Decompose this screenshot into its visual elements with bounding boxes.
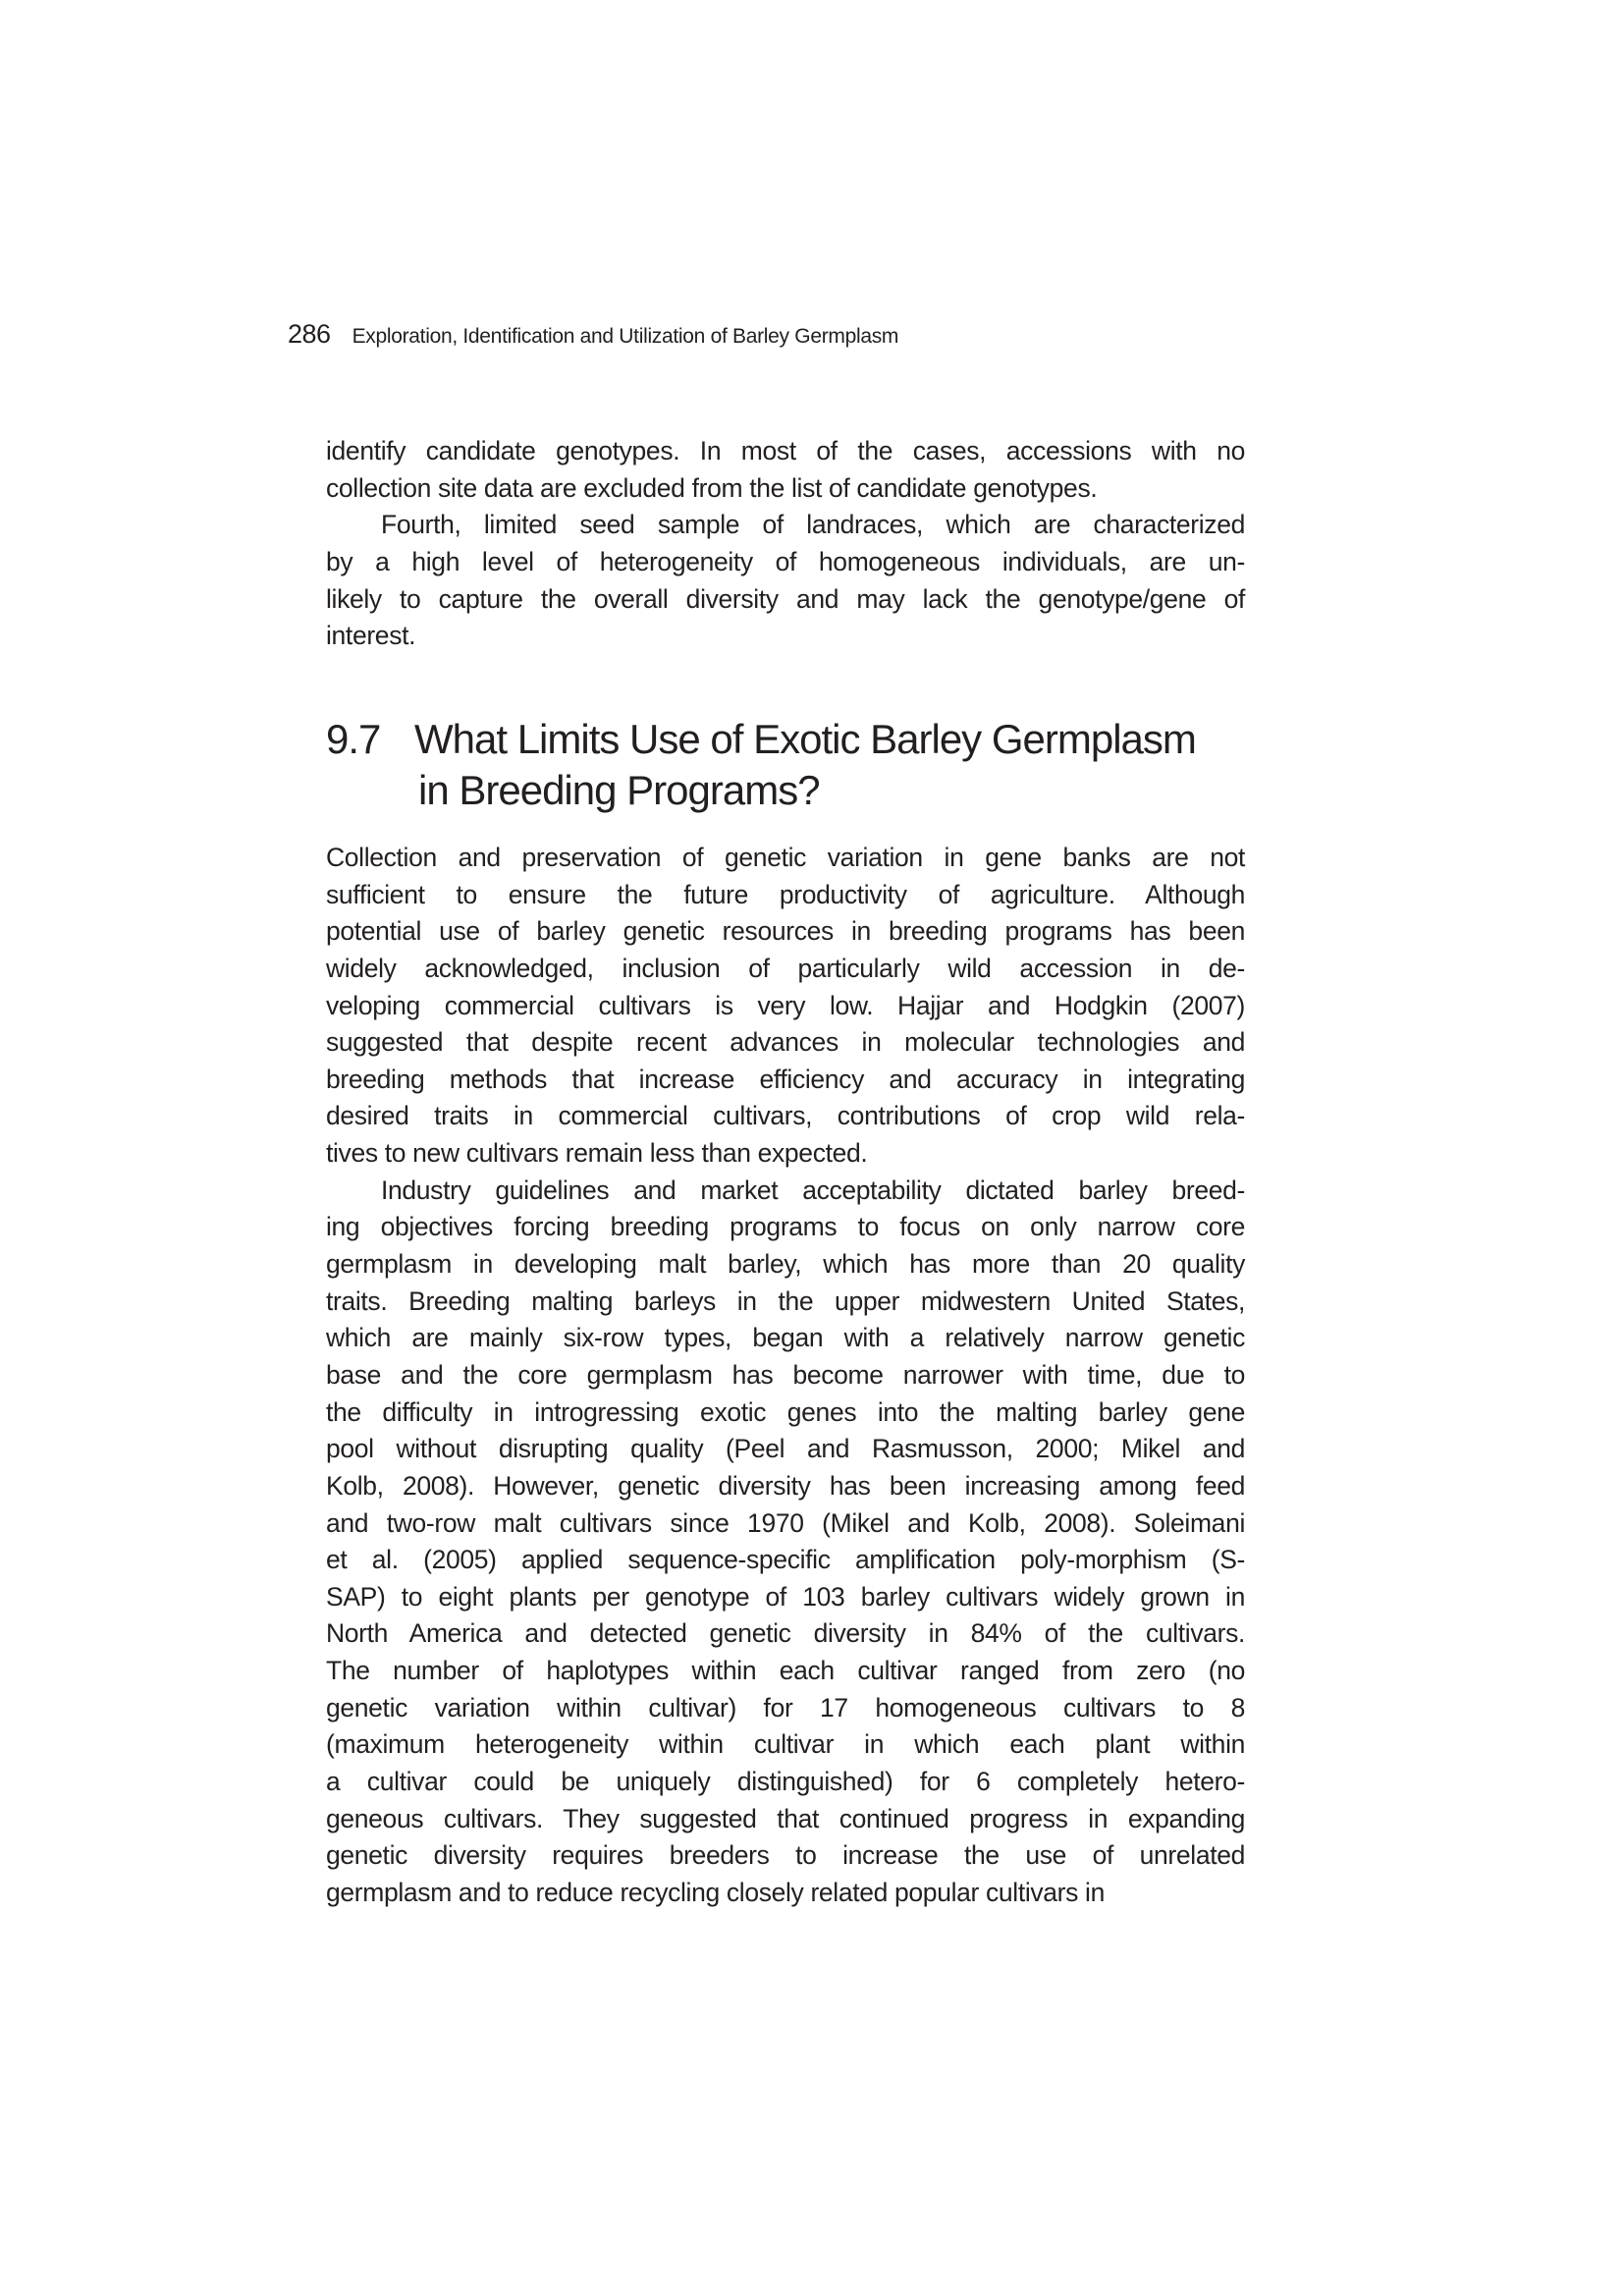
text-line: veloping commercial cultivars is very low. Hajjar and Hodgkin (2007) [326, 990, 1245, 1020]
section-heading [326, 714, 1196, 816]
text-line: sufficient to ensure the future productivity of agriculture. Although [326, 879, 1245, 909]
section-heading-line-2: in Breeding Programs? [418, 767, 820, 813]
text-line: and two-row malt cultivars since 1970 (Mikel and Kolb, 2008). Soleimani [326, 1507, 1245, 1538]
section-number: 9.7 [326, 716, 381, 762]
text-line: SAP) to eight plants per genotype of 103 barley cultivars widely grown in [326, 1581, 1245, 1612]
text-line: The number of haplotypes within each cultivar ranged from zero (no [326, 1656, 1245, 1686]
text-line: tives to new cultivars remain less than expected. [326, 1138, 868, 1169]
text-line: ing objectives forcing breeding programs to focus on only narrow core [326, 1212, 1245, 1242]
continued-text [326, 433, 1245, 655]
text-line: widely acknowledged, inclusion of particularly wild accession in de- [326, 953, 1245, 983]
text-line: by a high level of heterogeneity of homogeneous individuals, are un- [326, 546, 1245, 576]
text-line: breeding methods that increase efficiency and accuracy in integrating [326, 1064, 1245, 1094]
text-line: Collection and preservation of genetic variation in gene banks are not [326, 843, 1245, 872]
text-line: identify candidate genotypes. In most of the cases, accessions with no [326, 436, 1245, 465]
text-line: suggested that despite recent advances in molecular technologies and [326, 1027, 1245, 1058]
text-line: Industry guidelines and market acceptability dictated barley breed- [381, 1175, 1245, 1205]
section-heading-line-1 [326, 714, 1196, 765]
text-line: et al. (2005) applied sequence-specific amplification poly-morphism (S- [326, 1545, 1245, 1575]
section-title-part-1: What Limits Use of Exotic Barley Germplasm [414, 716, 1196, 762]
text-line: (maximum heterogeneity within cultivar in which each plant within [326, 1729, 1245, 1760]
text-line: desired traits in commercial cultivars, contributions of crop wild rela- [326, 1101, 1245, 1131]
paragraph [326, 507, 1245, 655]
page-number: 286 [288, 319, 331, 349]
paragraph [326, 840, 1245, 1173]
text-line: North America and detected genetic diversity in 84% of the cultivars. [326, 1618, 1245, 1649]
text-line: germplasm in developing malt barley, which has more than 20 quality [326, 1249, 1245, 1280]
text-line: base and the core germplasm has become narrower with time, due to [326, 1359, 1245, 1390]
section-body [326, 840, 1245, 1912]
paragraph [326, 433, 1245, 507]
text-line: likely to capture the overall diversity and may lack the genotype/gene of [326, 583, 1245, 614]
running-title: Exploration, Identification and Utilization of Barley Germplasm [352, 325, 899, 348]
text-line: potential use of barley genetic resources in breeding programs has been [326, 916, 1245, 947]
text-line: Kolb, 2008). However, genetic diversity has been increasing among feed [326, 1470, 1245, 1501]
text-line: a cultivar could be uniquely distinguished) for 6 completely hetero- [326, 1767, 1245, 1797]
text-line: germplasm and to reduce recycling closely related popular cultivars in [326, 1877, 1105, 1907]
text-line: which are mainly six-row types, began with a relatively narrow genetic [326, 1323, 1245, 1353]
text-line: genetic variation within cultivar) for 17 homogeneous cultivars to 8 [326, 1692, 1245, 1722]
text-line: genetic diversity requires breeders to increase the use of unrelated [326, 1840, 1245, 1871]
paragraph [326, 1173, 1245, 1912]
text-line: collection site data are excluded from the list of candidate genotypes. [326, 472, 1098, 503]
running-head [288, 319, 898, 353]
text-line: pool without disrupting quality (Peel and Rasmusson, 2000; Mikel and [326, 1434, 1245, 1464]
text-line: traits. Breeding malting barleys in the upper midwestern United States, [326, 1285, 1245, 1316]
text-line: Fourth, limited seed sample of landraces, which are characterized [381, 510, 1245, 540]
text-line: geneous cultivars. They suggested that continued progress in expanding [326, 1803, 1245, 1833]
text-line: interest. [326, 621, 416, 651]
text-line: the difficulty in introgressing exotic genes into the malting barley gene [326, 1396, 1245, 1427]
